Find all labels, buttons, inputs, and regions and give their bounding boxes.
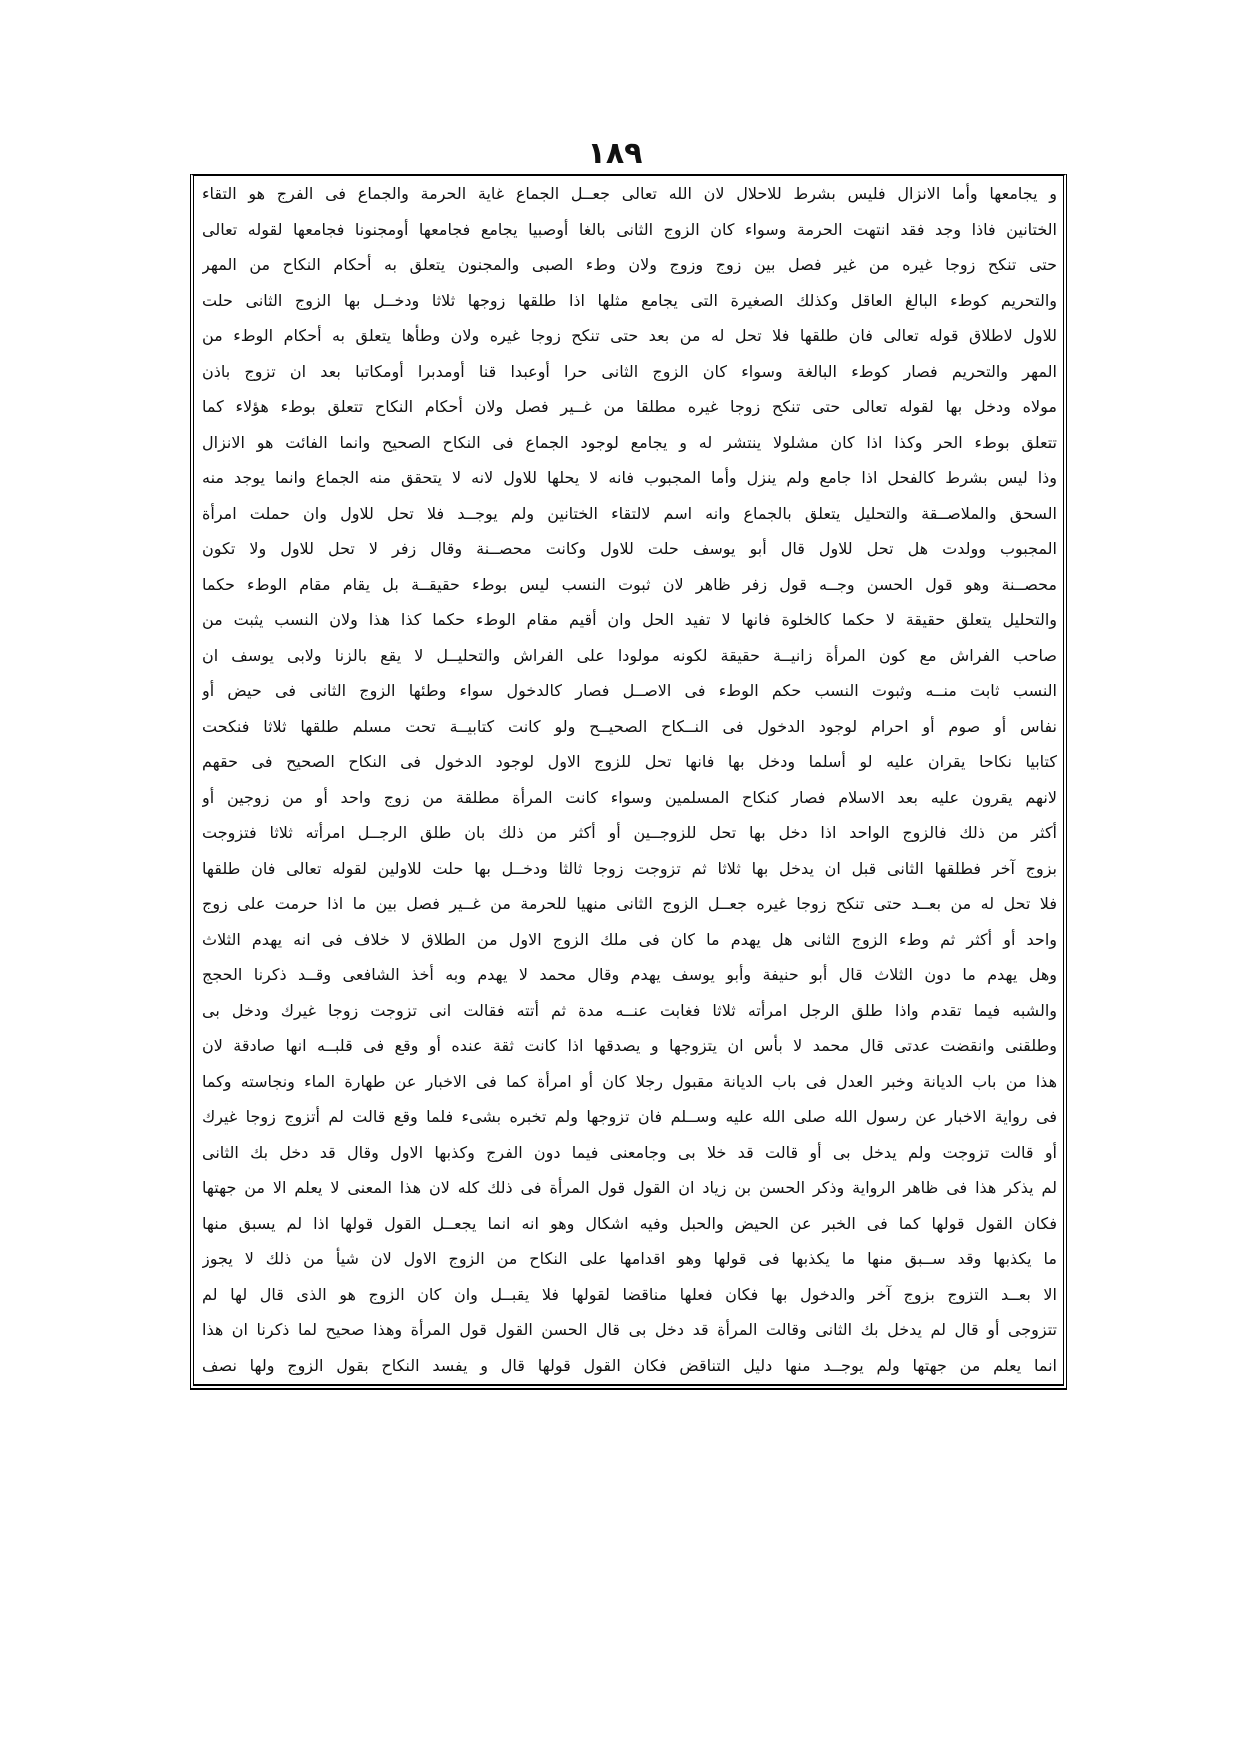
text-line: محصــنة وهو قول الحسن وجــه قول زفر ظاهر لان ثبوت النسب ليس بوطء حقيقــة بل يقام مقام الوطء حكما [202,574,1057,594]
text-line: فلا تحل له من بعــد حتى تنكح زوجا غيره جعــل الزوج الثانى منهيا للحرمة من غــير فصل بين ما اذا حرمت على زوج [202,894,1057,913]
text-line: وذا ليس بشرط كالفحل اذا جامع ولم ينزل وأما المجبوب فانه لا يحلها للاول لانه لا يتحقق منه الجماع وانما يوجد منه [202,468,1057,487]
text-line: لم يذكر هذا فى ظاهر الرواية وذكر الحسن بن زياد ان القول قول المرأة فى ذلك كله لان هذا المعنى لا يعلم الا من جهتها [202,1178,1057,1197]
text-line: بزوج آخر فطلقها الثانى قبل ان يدخل بها ثلاثا ثم تزوجت زوجا ثالثا ودخــل بها حلت للاولين لقوله تعالى فان طلقها [202,858,1057,878]
text-line: كتابيا نكاحا يقران عليه لو أسلما ودخل بها فانها تحل للزوج الاول لوجود الدخول فى النكاح الصحيح فى حقهم [202,752,1057,771]
text-line: تتزوجى أو قال لم يدخل بك الثانى وقالت المرأة قد دخل بى قال الحسن القول قول المرأة وهذا صحيح لما ذكرنا ان هذا [202,1320,1057,1339]
text-line: حتى تنكح زوجا غيره من غير فصل بين زوج وزوج ولان وطء الصبى والمجنون يتعلق به أحكام النكاح من المهر [202,255,1057,274]
text-line: السحق والملاصــقة والتحليل يتعلق بالجماع وانه اسم لالتقاء الختانين ولم يوجــد فلا تحل للاول وان حملت امرأة [202,503,1057,523]
text-line: المجبوب وولدت هل تحل للاول قال أبو يوسف حلت للاول وكانت محصــنة وقال زفر لا تحل للاول ولا تكون [202,539,1057,558]
text-line: فكان القول قولها كما فى الخبر عن الحيض والحبل وفيه اشكال وهو انه انما يجعــل القول قولها اذا لم يسبق منها [202,1213,1057,1233]
text-line: المهر والتحريم فصار كوطء البالغة وسواء كان الزوج الثانى حرا أوعبدا قنا أومدبرا أومكاتبا بعد ان تزوج باذن [202,361,1057,381]
text-line: واحد أو أكثر ثم وطء الزوج الثانى هل يهدم ما كان فى ملك الزوج الاول من الطلاق لا خلاف فى انه يهدم الثلاث [202,929,1057,949]
text-line: وطلقنى وانقضت عدتى قال محمد لا بأس ان يتزوجها و يصدقها اذا كانت ثقة عنده أو وقع فى قلبــه انها صادقة لان [202,1036,1057,1055]
text-line: تتعلق بوطء الحر وكذا اذا كان مشلولا ينتشر له و يجامع لوجود الجماع فى النكاح الصحيح وانما الفائت هو الانزال [202,432,1057,452]
text-line: وهل يهدم ما دون الثلاث قال أبو حنيفة وأبو يوسف يهدم وقال محمد لا يهدم وبه أخذ الشافعى وقــد ذكرنا الحجج [202,965,1057,984]
text-line: ما يكذبها وقد ســبق منها ما يكذبها فى قولها وهو اقدامها على النكاح من الزوج الاول لان شيأ من ذلك لا يجوز [202,1249,1057,1268]
text-line: نفاس أو صوم أو احرام لوجود الدخول فى النــكاح الصحيــح ولو كانت كتابيــة تحت مسلم طلقها ثلاثا فنكحت [202,716,1057,736]
page-number: ١٨٩ [587,136,643,171]
body-text [202,176,1057,1383]
page-border-frame [190,174,1067,1390]
text-line: أو قالت تزوجت ولم يدخل بى أو قالت قد خلا بى وجامعنى فيما دون الفرج وكذبها الاول وقال قد دخل بك الثانى [202,1142,1057,1162]
text-line: والتحريم كوطء البالغ العاقل وكذلك الصغيرة التى يجامع مثلها اذا طلقها زوجها ثلاثا ودخــل بها الزوج الثانى حلت [202,290,1057,310]
text-line: لانهم يقرون عليه بعد الاسلام فصار كنكاح المسلمين وسواء كانت المرأة مطلقة من زوج واحد أو من زوجين أو [202,787,1057,807]
text-line: والتحليل يتعلق حقيقة لا حكما كالخلوة فانها لا تفيد الحل وان أقيم مقام الوطء حكما كذا هذا ولان النسب يثبت من [202,610,1057,629]
text-line: للاول لاطلاق قوله تعالى فان طلقها فلا تحل له من بعد حتى تنكح زوجا غيره ولان وطأها يتعلق به أحكام الوطء من [202,326,1057,345]
text-line: مولاه ودخل بها لقوله تعالى حتى تنكح زوجا غيره مطلقا من غــير فصل ولان أحكام النكاح تتعلق بوطء هؤلاء كما [202,397,1057,416]
text-line: انما يعلم من جهتها ولم يوجــد منها دليل التناقض فكان القول قولها قال و يفسد النكاح بقول الزوج ولها نصف [202,1355,1057,1375]
text-line: النسب ثابت منــه وثبوت النسب حكم الوطء فى الاصــل فصار كالدخول سواء وطئها الزوج الثانى فى حيض أو [202,681,1057,700]
text-line: هذا من باب الديانة وخبر العدل فى باب الديانة مقبول رجلا كان أو امرأة كما فى الاخبار عن طهارة الماء ونجاسته وكما [202,1071,1057,1091]
text-line: و يجامعها وأما الانزال فليس بشرط للاحلال لان الله تعالى جعــل الجماع غاية الحرمة والجماع فى الفرج هو التقاء [202,184,1057,203]
text-line: أكثر من ذلك فالزوج الواحد اذا دخل بها تحل للزوجــين أو أكثر من ذلك بان طلق الرجــل امرأته ثلاثا فتزوجت [202,823,1057,842]
text-line: الختانين فاذا وجد فقد انتهت الحرمة وسواء كان الزوج الثانى بالغا أوصبيا يجامع فجامعها أومجنونا فجامعها لقوله تعالى [202,219,1057,239]
text-line: والشبه فيما تقدم واذا طلق الرجل امرأته ثلاثا فغابت عنــه مدة ثم أتته فقالت انى تزوجت زوجا غيرك ودخل بى [202,1000,1057,1020]
text-line: صاحب الفراش مع كون المرأة زانيــة حقيقة لكونه مولودا على الفراش والتحليــل لا يقع بالزنا ولابى يوسف ان [202,645,1057,665]
text-line: الا بعــد التزوج بزوج آخر والدخول بها فكان فعلها مناقضا لقولها فلا يقبــل وان كان الزوج هو الذى قال لها لم [202,1284,1057,1304]
text-line: فى رواية الاخبار عن رسول الله صلى الله عليه وســلم فان تزوجها ولم تخبره بشىء فلما وقع قالت لم أتزوج زوجا غيرك [202,1107,1057,1126]
